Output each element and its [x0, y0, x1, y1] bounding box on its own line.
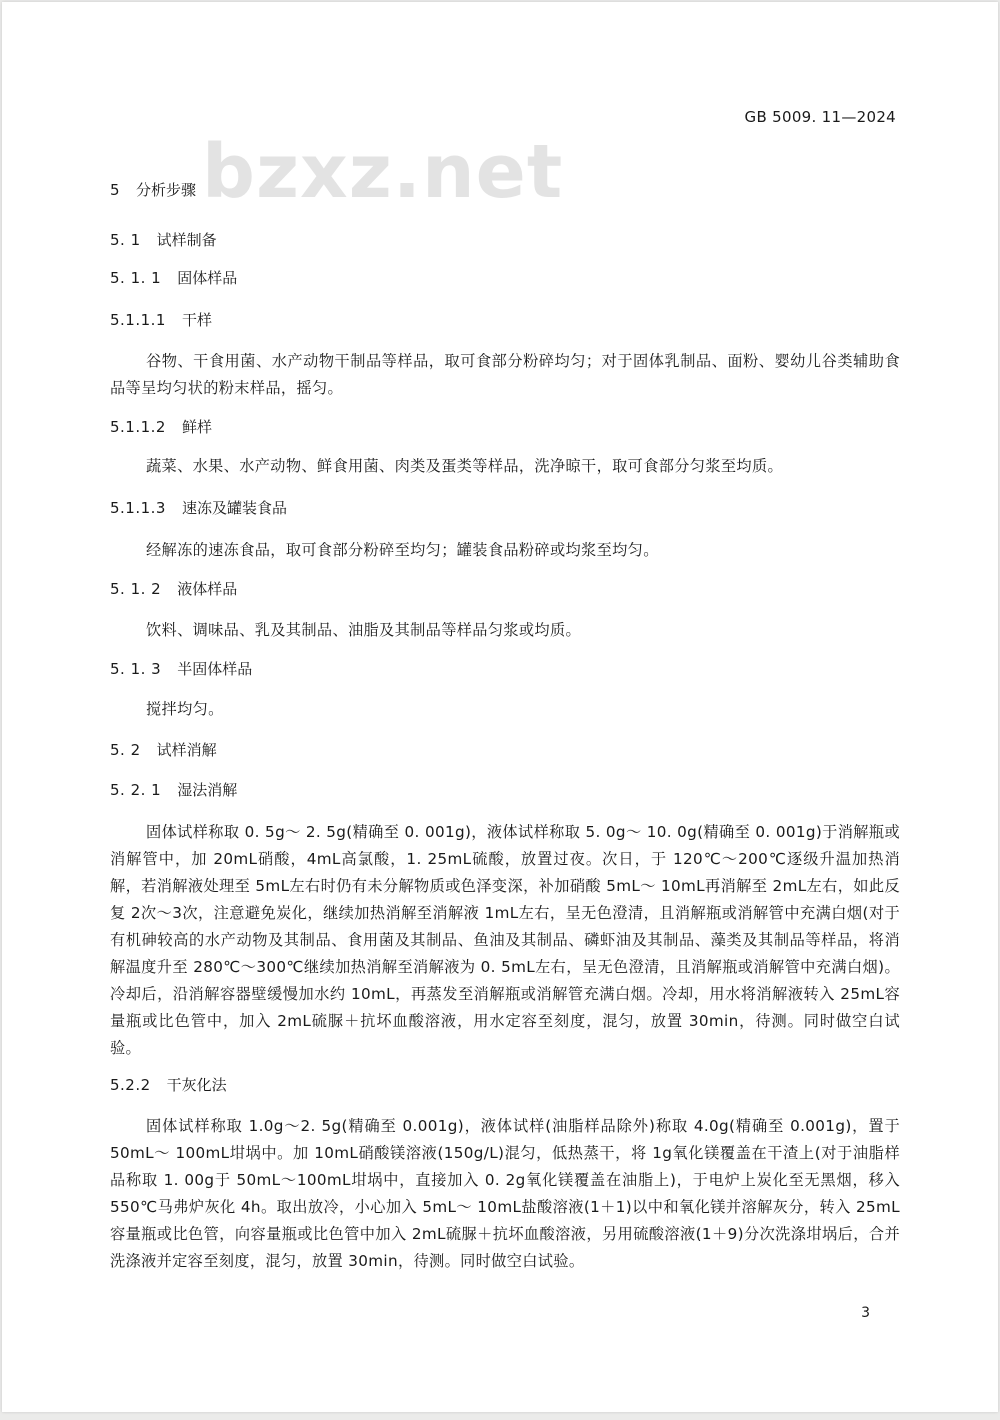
section-number: 5.2.2: [110, 1076, 151, 1094]
section-title: 试样消解: [156, 741, 217, 759]
section-title: 干样: [181, 311, 212, 329]
section-number: 5.1.1.3: [110, 499, 166, 517]
section-heading-5-1-1-3: [110, 498, 287, 518]
section-heading-5-1-2: [110, 579, 237, 599]
section-title: 试样制备: [156, 231, 217, 249]
section-number: 5. 1. 1: [110, 269, 162, 287]
document-page: [2, 2, 998, 1412]
paragraph-frozen-canned: 经解冻的速冻食品，取可食部分粉碎至均匀；罐装食品粉碎或均浆至均匀。: [146, 541, 659, 559]
section-heading-5-2: [110, 740, 217, 760]
section-title: 固体样品: [177, 269, 238, 287]
section-title: 湿法消解: [177, 781, 238, 799]
paragraph-fresh-sample: 蔬菜、水果、水产动物、鲜食用菌、肉类及蛋类等样品，洗净晾干，取可食部分匀浆至均质。: [146, 457, 784, 475]
section-title: 半固体样品: [177, 660, 253, 678]
section-number: 5. 1. 2: [110, 580, 162, 598]
paragraph-dry-sample: 谷物、干食用菌、水产动物干制品等样品，取可食部分粉碎均匀；对于固体乳制品、面粉、婴幼儿谷类辅助食品等呈均匀状的粉末样品，摇匀。: [110, 352, 900, 397]
section-title: 干灰化法: [166, 1076, 227, 1094]
section-title: 分析步骤: [136, 181, 197, 199]
section-number: 5. 2: [110, 741, 141, 759]
section-heading-5-1-1-2: [110, 417, 212, 437]
section-heading-5-1-1-1: [110, 310, 212, 330]
section-number: 5.1.1.2: [110, 418, 166, 436]
standard-code: GB 5009. 11—2024: [744, 108, 896, 126]
section-title: 鲜样: [181, 418, 212, 436]
paragraph-wet-digestion: 固体试样称取 0. 5g～ 2. 5g(精确至 0. 001g)，液体试样称取 5. 0g～ 10. 0g(精确至 0. 001g)于消解瓶或消解管中，加 20mL硝酸，4mL高氯酸，1. 25mL硫酸，放置过夜。次日，于 120℃～200℃逐级升温加热消解，若消解液处理至 5mL左右时仍有未分解物质或色泽变深，补加硝酸 5mL～ 10mL再消解至 2mL左右，如此反复 2次～3次，注意避免炭化，继续加热消解至消解液 1mL左右，呈无色澄清，且消解瓶或消解管中充满白烟(对于有机砷较高的水产动物及其制品、食用菌及其制品、鱼油及其制品、磷虾油及其制品、藻类及其制品等样品，将消解温度升至 280℃～300℃继续加热消解至消解液为 0. 5mL左右，呈无色澄清，且消解瓶或消解管中充满白烟)。冷却后，沿消解容器壁缓慢加水约 10mL，再蒸发至消解瓶或消解管充满白烟。冷却，用水将消解液转入 25mL容量瓶或比色管中，加入 2mL硫脲＋抗坏血酸溶液，用水定容至刻度，混匀，放置 30min，待测。同时做空白试验。: [110, 823, 900, 1057]
section-heading-5-1: [110, 230, 217, 250]
section-number: 5. 2. 1: [110, 781, 162, 799]
section-heading-5-2-2: [110, 1075, 227, 1095]
section-number: 5. 1. 3: [110, 660, 162, 678]
section-number: 5. 1: [110, 231, 141, 249]
section-heading-5-2-1: [110, 780, 237, 800]
section-title: 液体样品: [177, 580, 238, 598]
watermark: bzxz.net: [202, 129, 564, 215]
section-heading-5-1-1: [110, 268, 237, 288]
section-number: 5.1.1.1: [110, 311, 166, 329]
section-title: 速冻及罐装食品: [181, 499, 287, 517]
section-number: 5: [110, 181, 121, 199]
paragraph-liquid-sample: 饮料、调味品、乳及其制品、油脂及其制品等样品匀浆或均质。: [146, 621, 582, 639]
paragraph-semisolid-sample: 搅拌均匀。: [146, 700, 224, 718]
section-heading-5: [110, 180, 196, 200]
section-heading-5-1-3: [110, 659, 252, 679]
page-number: 3: [861, 1305, 870, 1321]
paragraph-dry-ashing: 固体试样称取 1.0g～2. 5g(精确至 0.001g)，液体试样(油脂样品除外)称取 4.0g(精确至 0.001g)，置于 50mL～ 100mL坩埚中。加 10mL硝酸镁溶液(150g/L)混匀，低热蒸干，将 1g氧化镁覆盖在干渣上(对于油脂样品称取 1. 00g于 50mL～100mL坩埚中，直接加入 0. 2g氧化镁覆盖在油脂上)，于电炉上炭化至无黑烟，移入 550℃马弗炉灰化 4h。取出放冷，小心加入 5mL～ 10mL盐酸溶液(1＋1)以中和氧化镁并溶解灰分，转入 25mL容量瓶或比色管，向容量瓶或比色管中加入 2mL硫脲＋抗坏血酸溶液，另用硫酸溶液(1＋9)分次洗涤坩埚后，合并洗涤液并定容至刻度，混匀，放置 30min，待测。同时做空白试验。: [110, 1117, 900, 1270]
